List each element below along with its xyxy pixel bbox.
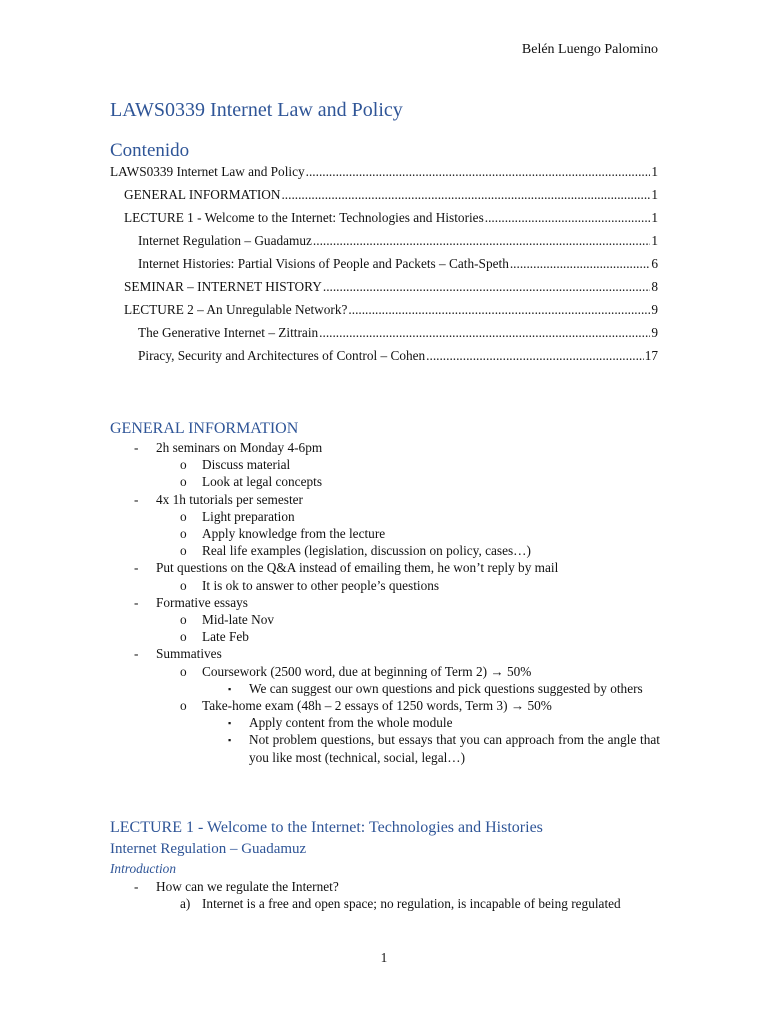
circle-bullet: o [180,629,187,645]
toc-entry-text: The Generative Internet – Zittrain [138,325,319,340]
toc-leader [348,301,650,318]
toc-entry-page: 17 [644,348,658,363]
list-item-text: Late Feb [202,629,249,645]
list-item-text: Put questions on the Q&A instead of emailing them, he won’t reply by mail [156,560,559,576]
list-item [110,456,660,473]
document-title: LAWS0339 Internet Law and Policy [110,99,403,121]
toc-leader [510,255,651,272]
list-item [110,594,660,611]
list-item [110,645,660,662]
list-item-text: Light preparation [202,508,295,524]
toc-leader [281,186,650,203]
dash-bullet: - [134,560,139,576]
list-item [110,473,660,490]
list-item-text: Formative essays [156,594,248,610]
lecture1-list [110,878,660,912]
circle-bullet: o [180,543,187,559]
list-item-text: Apply content from the whole module [249,715,453,731]
section-heading-lecture1: LECTURE 1 - Welcome to the Internet: Technologies and Histories [110,819,543,836]
general-info-list [110,439,660,766]
toc-entry-text: Piracy, Security and Architectures of Control – Cohen [138,348,426,363]
list-item-text: We can suggest our own questions and pick questions suggested by others [249,680,643,696]
circle-bullet: o [180,508,187,524]
toc-entry[interactable] [110,347,658,370]
circle-bullet: o [180,474,187,490]
list-item-text: 2h seminars on Monday 4-6pm [156,440,323,455]
toc-entry[interactable] [110,278,658,301]
toc-entry[interactable] [110,301,658,324]
toc-entry-text: Internet Regulation – Guadamuz [138,233,312,248]
list-item [110,491,660,508]
list-item [110,895,660,912]
list-item-text: 4x 1h tutorials per semester [156,491,303,507]
toc-entry-page: 1 [651,187,658,202]
toc-entry[interactable] [110,324,658,347]
toc-entry-page: 9 [651,302,658,317]
square-bullet: ▪ [228,683,232,694]
list-item [110,559,660,576]
list-item-text: Discuss material [202,457,291,473]
list-item-text: Coursework (2500 word, due at beginning of Term 2) → 50% [202,663,532,679]
toc-leader [426,347,644,364]
toc-entry-text: LECTURE 2 – An Unregulable Network? [124,302,348,317]
toc-entry-page: 1 [651,210,658,225]
page-number: 1 [380,950,388,965]
list-item-text: Not problem questions, but essays that you can approach from the angle that you like most (technical, social, legal…) [249,732,660,765]
dash-bullet: - [134,440,139,455]
toc-heading: Contenido [110,140,190,161]
toc-entry-text: SEMINAR – INTERNET HISTORY [124,279,322,294]
toc-entry[interactable] [110,163,658,186]
circle-bullet: o [180,577,187,593]
list-item [110,628,660,645]
toc-leader [306,163,651,180]
list-item [110,714,660,731]
list-item [110,611,660,628]
toc-entry-page: 8 [651,279,658,294]
toc-entry-text: Internet Histories: Partial Visions of People and Packets – Cath-Speth [138,256,509,271]
circle-bullet: o [180,612,187,628]
toc-leader [323,278,650,295]
toc-entry-text: GENERAL INFORMATION [124,187,281,202]
list-item-text: Apply knowledge from the lecture [202,526,386,542]
circle-bullet: o [180,526,187,542]
circle-bullet: o [180,663,187,679]
list-item [110,731,660,765]
header-author: Belén Luengo Palomino [521,42,658,57]
circle-bullet: o [180,457,187,473]
list-item [110,878,660,895]
toc-leader [485,209,651,226]
table-of-contents [110,163,658,370]
toc-leader [313,232,650,249]
subheading-internet-regulation: Internet Regulation – Guadamuz [110,841,307,857]
list-item [110,680,660,697]
list-item-text: Real life examples (legislation, discussion on policy, cases…) [202,543,531,559]
toc-entry-page: 6 [651,256,658,271]
toc-leader [319,324,650,341]
toc-entry[interactable] [110,186,658,209]
toc-entry-text: LECTURE 1 - Welcome to the Internet: Technologies and Histories [124,210,484,225]
square-bullet: ▪ [228,718,232,729]
list-item-text: Mid-late Nov [202,612,275,628]
list-item-text: Internet is a free and open space; no regulation, is incapable of being regulated [202,896,621,912]
list-item [110,697,660,714]
list-item [110,525,660,542]
circle-bullet: o [180,698,187,714]
letter-marker: a) [180,896,191,912]
dash-bullet: - [134,491,139,507]
dash-bullet: - [134,594,139,610]
list-item [110,508,660,525]
toc-entry-page: 1 [651,164,658,179]
section-heading-general: GENERAL INFORMATION [110,420,299,437]
list-item-text: Look at legal concepts [202,474,322,490]
list-item-text: Summatives [156,646,222,662]
toc-entry[interactable] [110,255,658,278]
list-item [110,577,660,594]
list-item-text: How can we regulate the Internet? [156,879,339,894]
toc-entry[interactable] [110,232,658,255]
list-item [110,439,660,456]
toc-entry-page: 9 [651,325,658,340]
toc-entry-text: LAWS0339 Internet Law and Policy [110,164,305,179]
list-item [110,663,660,680]
dash-bullet: - [134,646,139,662]
list-item-text: It is ok to answer to other people’s questions [202,577,440,593]
introduction-heading: Introduction [110,861,176,876]
dash-bullet: - [134,879,139,894]
list-item [110,542,660,559]
toc-entry[interactable] [110,209,658,232]
toc-entry-page: 1 [651,233,658,248]
list-item-text: Take-home exam (48h – 2 essays of 1250 words, Term 3) → 50% [202,698,552,714]
square-bullet: ▪ [228,735,232,746]
